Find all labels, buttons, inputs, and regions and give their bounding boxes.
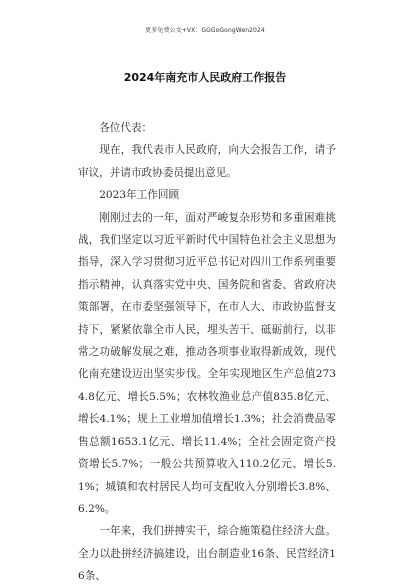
page-title: 2024年南充市人民政府工作报告 — [123, 71, 287, 84]
paragraph: 一年来，我们拼搏实干，综合施策稳住经济大盘。全力以赴拼经济搞建设，出台制造业16条、民营经济16条、 — [78, 525, 336, 583]
header-note: 更多免费公文+VX：GGGoGongWen2024 — [145, 27, 265, 34]
salutation: 各位代表： — [99, 122, 153, 134]
document-body — [78, 117, 336, 588]
paragraph: 现在，我代表市人民政府，向大会报告工作，请予审议，并请市政协委员提出意见。 — [78, 144, 336, 179]
paragraph: 刚刚过去的一年，面对严峻复杂形势和多重困难挑战，我们坚定以习近平新时代中国特色社会主义思想为指导，深入学习贯彻习近平总书记对四川工作系列重要指示精神，认真落实党中央、国务院和省委、省政府决策部署，在市委坚强领导下，在市人大、市政协监督支持下，紧紧依靠全市人民，埋头苦干、砥砺前行，以非常之功破解发展之难，推动各项事业取得新成效，现代化南充建设迈出坚实步伐。全年实现地区生产总值2734.8亿元、增长5.5%；农林牧渔业总产值835.8亿元、增长4.1%；规上工业增加值增长1.3%；社会消费品零售总额1653.1亿元、增长11.4%；全社会固定资产投资增长5.7%；一般公共预算收入110.2亿元、增长5.1%；城镇和农村居民人均可支配收入分别增长3.8%、6.2%。 — [78, 211, 336, 515]
section-heading: 2023年工作回顾 — [99, 189, 180, 202]
